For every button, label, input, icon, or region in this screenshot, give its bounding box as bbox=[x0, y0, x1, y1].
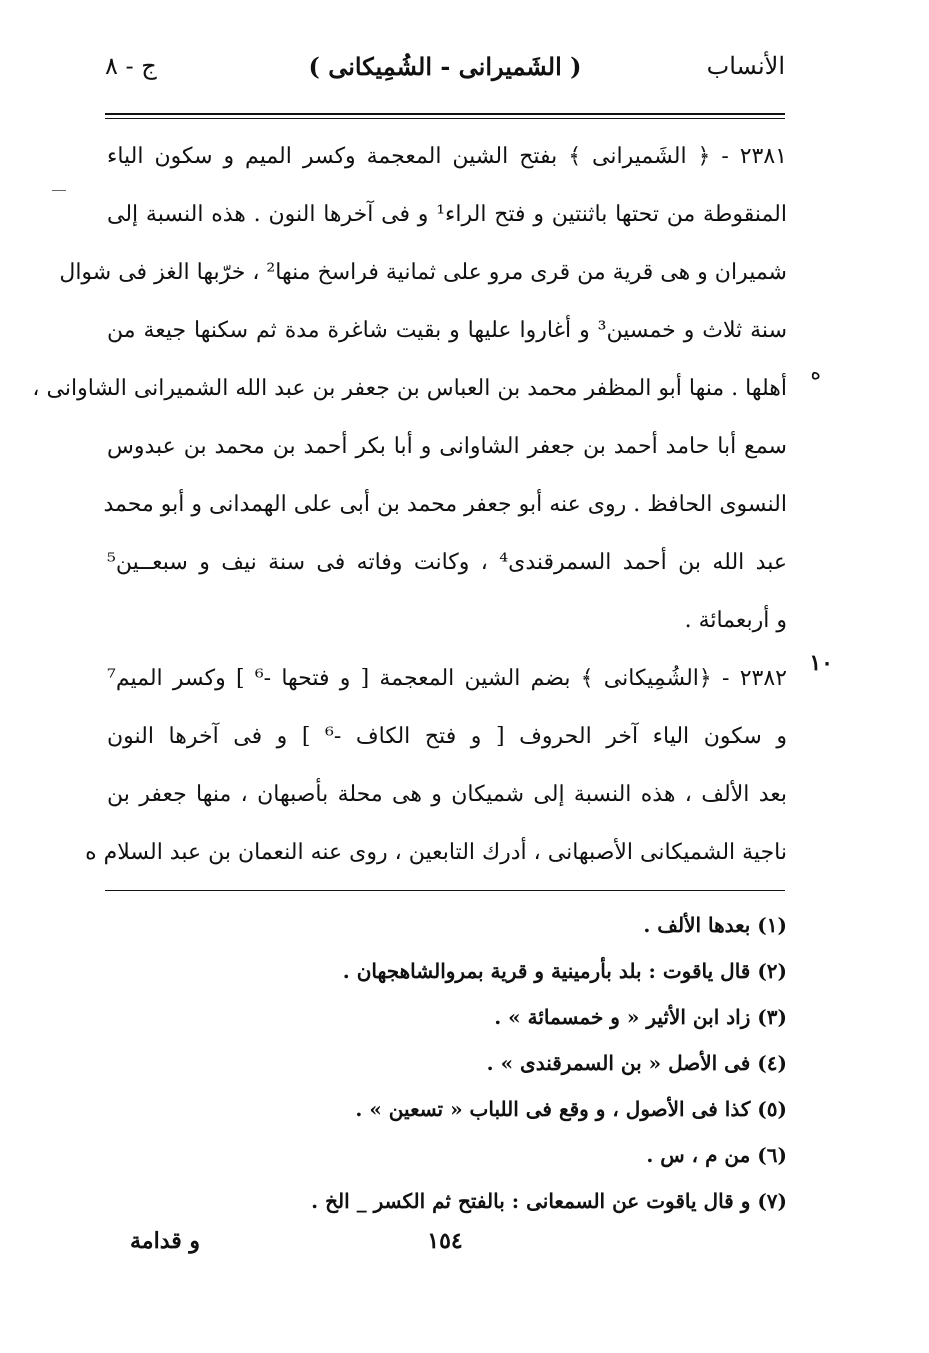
page-number: ١٥٤ bbox=[427, 1228, 463, 1254]
margin-line-number-5: ه bbox=[810, 360, 821, 384]
text-line: ناجية الشميكانى الأصبهانى ، أدرك التابعين ، روى عنه النعمان بن عبد السلام ه bbox=[85, 840, 787, 865]
footnote: (٣) زاد ابن الأثير « و خمسمائة » . bbox=[494, 1005, 787, 1029]
text-line: ٢٣٨١ - ﴿ الشَميرانى ﴾ بفتح الشين المعجمة وكسر الميم و سكون الياء bbox=[107, 144, 787, 169]
header-rule-thin bbox=[105, 118, 785, 119]
footnotes bbox=[107, 902, 787, 1224]
header-rule bbox=[105, 113, 785, 115]
book-title: الأنساب bbox=[706, 52, 785, 80]
text-line: و سكون الياء آخر الحروف [ و فتح الكاف -⁶ ] و فى آخرها النون bbox=[107, 724, 787, 749]
text-line: سنة ثلاث و خمسين³ و أغاروا عليها و بقيت شاغرة مدة ثم سكنها جيعة من bbox=[107, 318, 787, 343]
main-text bbox=[32, 128, 788, 882]
text-line: بعد الألف ، هذه النسبة إلى شميكان و هى محلة بأصبهان ، منها جعفر بن bbox=[107, 782, 787, 807]
text-line: ٢٣٨٢ - ﴿الشُمِيكانى ﴾ بضم الشين المعجمة [ و فتحها -⁶ ] وكسر الميم⁷ bbox=[107, 666, 787, 691]
footnote: (٧) و قال ياقوت عن السمعانى : بالفتح ثم الكسر _ الخ . bbox=[311, 1189, 787, 1213]
text-line: و أربعمائة . bbox=[684, 608, 787, 633]
footnote-rule bbox=[105, 890, 785, 891]
page-header bbox=[105, 52, 785, 102]
margin-dash bbox=[52, 190, 66, 191]
text-line: عبد الله بن أحمد السمرقندى⁴ ، وكانت وفاته فى سنة نيف و سبعــين⁵ bbox=[107, 550, 787, 575]
footnote: (٥) كذا فى الأصول ، و وقع فى اللباب « تسعين » . bbox=[355, 1097, 787, 1121]
text-line: سمع أبا حامد أحمد بن جعفر الشاوانى و أبا بكر أحمد بن محمد بن عبدوس bbox=[107, 434, 787, 459]
margin-line-number-10: ١٠ bbox=[809, 650, 833, 676]
catchword: و قدامة bbox=[130, 1228, 201, 1254]
footnote: (٢) قال ياقوت : بلد بأرمينية و قرية بمروالشاهجهان . bbox=[342, 959, 787, 983]
page-title: ( الشَميرانى - الشُمِيكانى ) bbox=[308, 52, 582, 81]
page-footer bbox=[105, 1228, 785, 1268]
text-line: أهلها . منها أبو المظفر محمد بن العباس بن جعفر بن عبد الله الشميرانى الشاوانى ، bbox=[32, 376, 787, 401]
text-line: النسوى الحافظ . روى عنه أبو جعفر محمد بن أبى على الهمدانى و أبو محمد bbox=[103, 492, 787, 517]
volume-number: ج - ٨ bbox=[105, 52, 157, 80]
footnote: (١) بعدها الألف . bbox=[643, 913, 787, 937]
text-line: شميران و هى قرية من قرى مرو على ثمانية فراسخ منها² ، خرّبها الغز فى شوال bbox=[59, 260, 787, 285]
text-line: المنقوطة من تحتها باثنتين و فتح الراء¹ و فى آخرها النون . هذه النسبة إلى bbox=[107, 202, 788, 227]
footnote: (٤) فى الأصل « بن السمرقندى » . bbox=[486, 1051, 787, 1075]
footnote: (٦) من م ، س . bbox=[646, 1143, 787, 1167]
